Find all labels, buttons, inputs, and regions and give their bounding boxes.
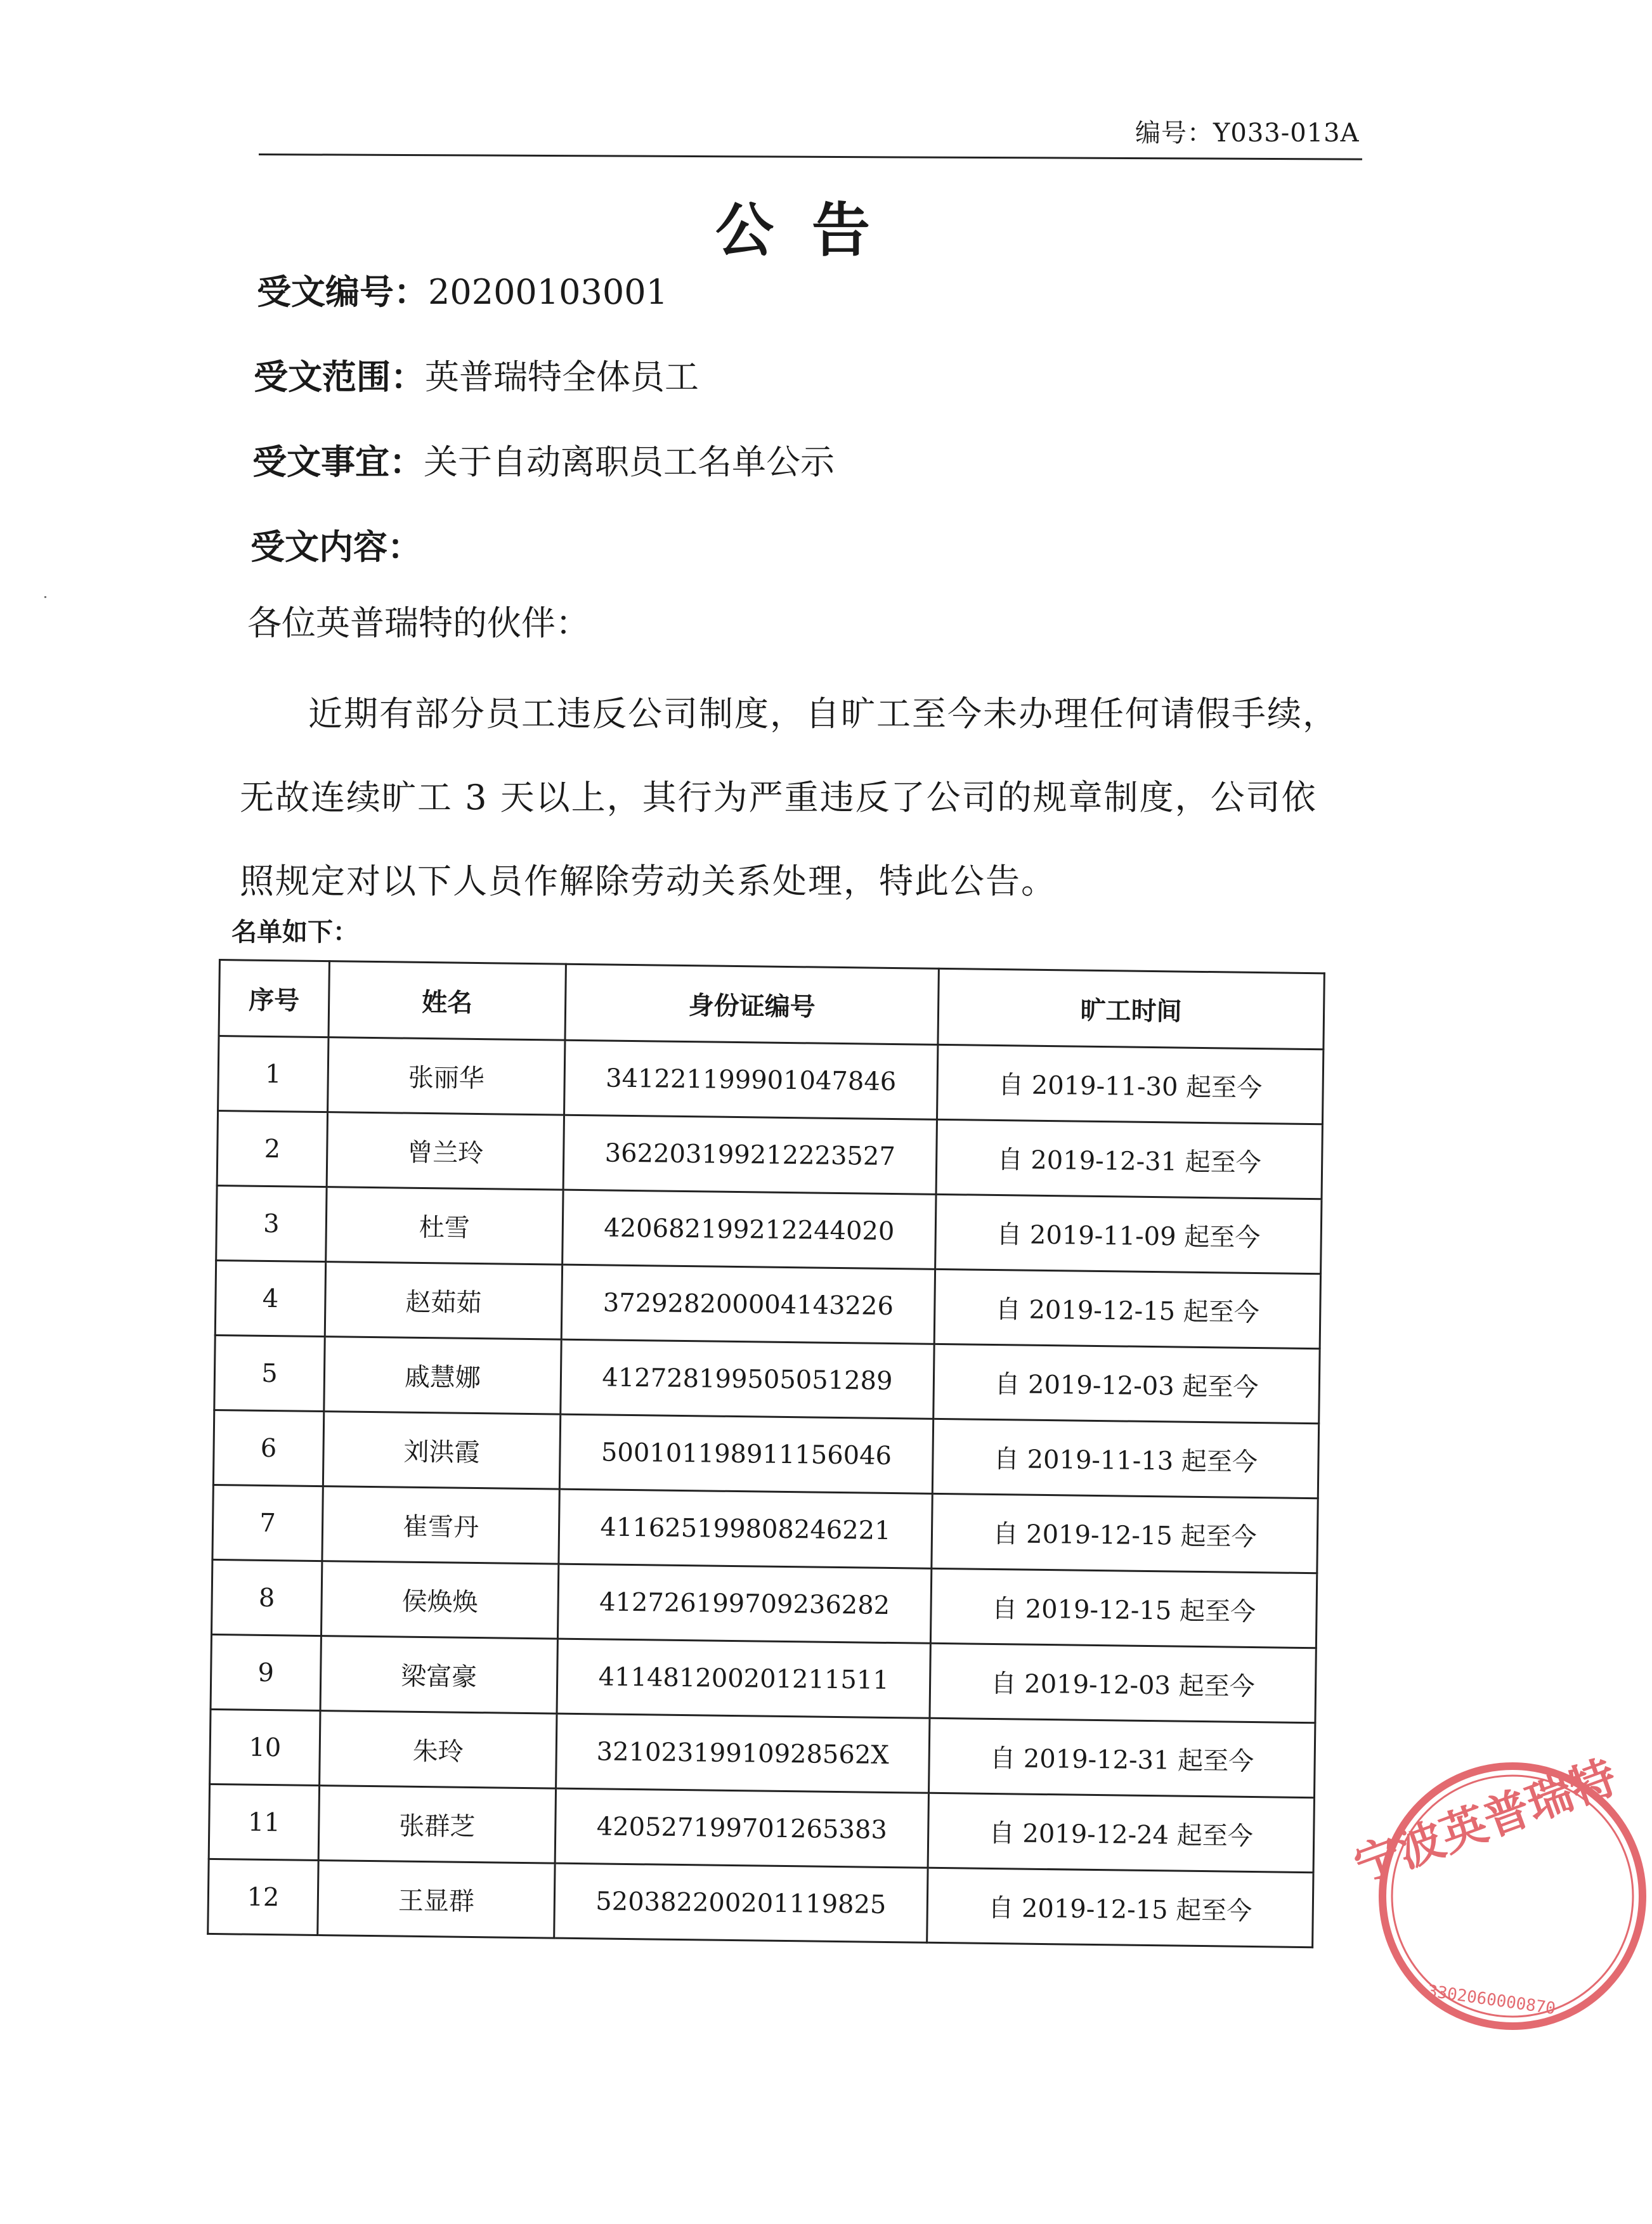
table-row	[212, 1485, 1318, 1573]
cell-id-number: 411481200201211511	[557, 1639, 930, 1718]
cell-index: 3	[216, 1185, 327, 1261]
table-row	[215, 1260, 1320, 1348]
cell-id-number: 412728199505051289	[561, 1339, 934, 1419]
field-value: 20200103001	[428, 272, 668, 312]
field-label: 受文内容：	[250, 527, 422, 567]
cell-name: 王显群	[318, 1861, 555, 1939]
table-body	[208, 1036, 1324, 1948]
field-value: 关于自动离职员工名单公示	[424, 442, 835, 482]
cell-absence-period: 自 2019-12-24 起至今	[928, 1793, 1314, 1872]
table-row	[211, 1634, 1316, 1722]
field-label: 受文事宜：	[252, 442, 424, 482]
cell-name: 曾兰玲	[327, 1112, 564, 1190]
cell-name: 张群芝	[318, 1786, 556, 1864]
company-seal-icon	[1347, 1750, 1652, 2036]
table-row	[213, 1410, 1318, 1498]
cell-name: 梁富豪	[320, 1636, 557, 1714]
table-row	[210, 1709, 1315, 1797]
table-row	[211, 1559, 1317, 1648]
cell-absence-period: 自 2019-12-15 起至今	[934, 1269, 1320, 1348]
header-id-number: 身份证编号	[565, 964, 939, 1044]
cell-id-number: 420527199701265383	[555, 1788, 928, 1868]
cell-absence-period: 自 2019-11-13 起至今	[932, 1419, 1318, 1498]
cell-index: 1	[218, 1036, 328, 1112]
employee-table-wrapper	[207, 959, 1325, 1948]
cell-name: 崔雪丹	[322, 1486, 559, 1564]
cell-index: 7	[212, 1485, 323, 1561]
table-row	[208, 1859, 1313, 1947]
cell-index: 4	[215, 1260, 325, 1336]
table-row	[216, 1185, 1322, 1273]
cell-name: 戚慧娜	[324, 1337, 561, 1415]
cell-absence-period: 自 2019-12-15 起至今	[930, 1568, 1317, 1648]
field-scope	[254, 350, 699, 399]
header-index: 序号	[219, 960, 329, 1037]
cell-id-number: 372928200004143226	[561, 1265, 935, 1344]
cell-name: 刘洪霞	[323, 1412, 560, 1490]
field-matter	[252, 435, 835, 484]
cell-absence-period: 自 2019-12-15 起至今	[927, 1868, 1313, 1947]
cell-name: 杜雪	[326, 1187, 563, 1265]
cell-absence-period: 自 2019-11-09 起至今	[935, 1194, 1322, 1273]
header-absence-period: 旷工时间	[938, 968, 1324, 1049]
field-label: 受文范围：	[254, 357, 425, 397]
cell-id-number: 411625199808246221	[559, 1489, 932, 1568]
table-row	[214, 1335, 1320, 1423]
cell-name: 张丽华	[328, 1037, 565, 1115]
table-row	[218, 1036, 1324, 1124]
field-content	[250, 520, 422, 569]
cell-absence-period: 自 2019-12-03 起至今	[930, 1643, 1316, 1722]
cell-absence-period: 自 2019-12-03 起至今	[933, 1344, 1320, 1423]
field-value: 英普瑞特全体员工	[425, 357, 699, 397]
cell-id-number: 32102319910928562X	[556, 1714, 930, 1793]
cell-id-number: 420682199212244020	[563, 1190, 936, 1269]
cell-id-number: 362203199212223527	[563, 1115, 937, 1194]
svg-text:3302060000870: 3302060000870	[1426, 1981, 1557, 2019]
body-paragraph: 近期有部分员工违反公司制度，自旷工至今未办理任何请假手续，无故连续旷工 3 天以上，其行为严重违反了公司的规章制度，公司依照规定对以下人员作解除劳动关系处理，特此公告。	[240, 694, 1338, 901]
page-title: 公告	[715, 197, 908, 264]
table-header-row	[219, 960, 1324, 1050]
document-number: 编号：Y033-013A	[1135, 119, 1360, 148]
greeting: 各位英普瑞特的伙伴：	[247, 603, 590, 643]
list-title: 名单如下：	[231, 918, 358, 947]
cell-index: 11	[209, 1784, 319, 1860]
table-row	[217, 1111, 1322, 1199]
cell-index: 5	[214, 1335, 325, 1411]
cell-index: 8	[211, 1559, 322, 1635]
cell-id-number: 500101198911156046	[559, 1414, 933, 1493]
cell-name: 朱玲	[320, 1711, 557, 1789]
cell-absence-period: 自 2019-12-31 起至今	[936, 1119, 1322, 1199]
cell-index: 9	[211, 1634, 321, 1710]
cell-absence-period: 自 2019-12-15 起至今	[932, 1493, 1318, 1573]
cell-id-number: 341221199901047846	[564, 1040, 938, 1119]
svg-text:宁波英普瑞特: 宁波英普瑞特	[1347, 1750, 1623, 1894]
header-rule	[259, 153, 1362, 160]
field-label: 受文编号：	[257, 272, 428, 312]
cell-index: 10	[210, 1709, 320, 1785]
scan-artifact	[44, 596, 46, 598]
cell-name: 赵茹茹	[325, 1262, 562, 1340]
cell-index: 2	[217, 1111, 327, 1187]
cell-id-number: 520382200201119825	[554, 1863, 928, 1942]
table-row	[209, 1784, 1314, 1872]
cell-index: 12	[208, 1859, 318, 1935]
employee-table	[207, 959, 1325, 1948]
cell-absence-period: 自 2019-11-30 起至今	[937, 1044, 1323, 1124]
cell-index: 6	[213, 1410, 323, 1486]
cell-absence-period: 自 2019-12-31 起至今	[929, 1718, 1315, 1797]
field-document-number	[257, 265, 668, 314]
cell-name: 侯焕焕	[321, 1561, 558, 1639]
header-name: 姓名	[328, 961, 566, 1041]
cell-id-number: 412726199709236282	[557, 1564, 931, 1643]
